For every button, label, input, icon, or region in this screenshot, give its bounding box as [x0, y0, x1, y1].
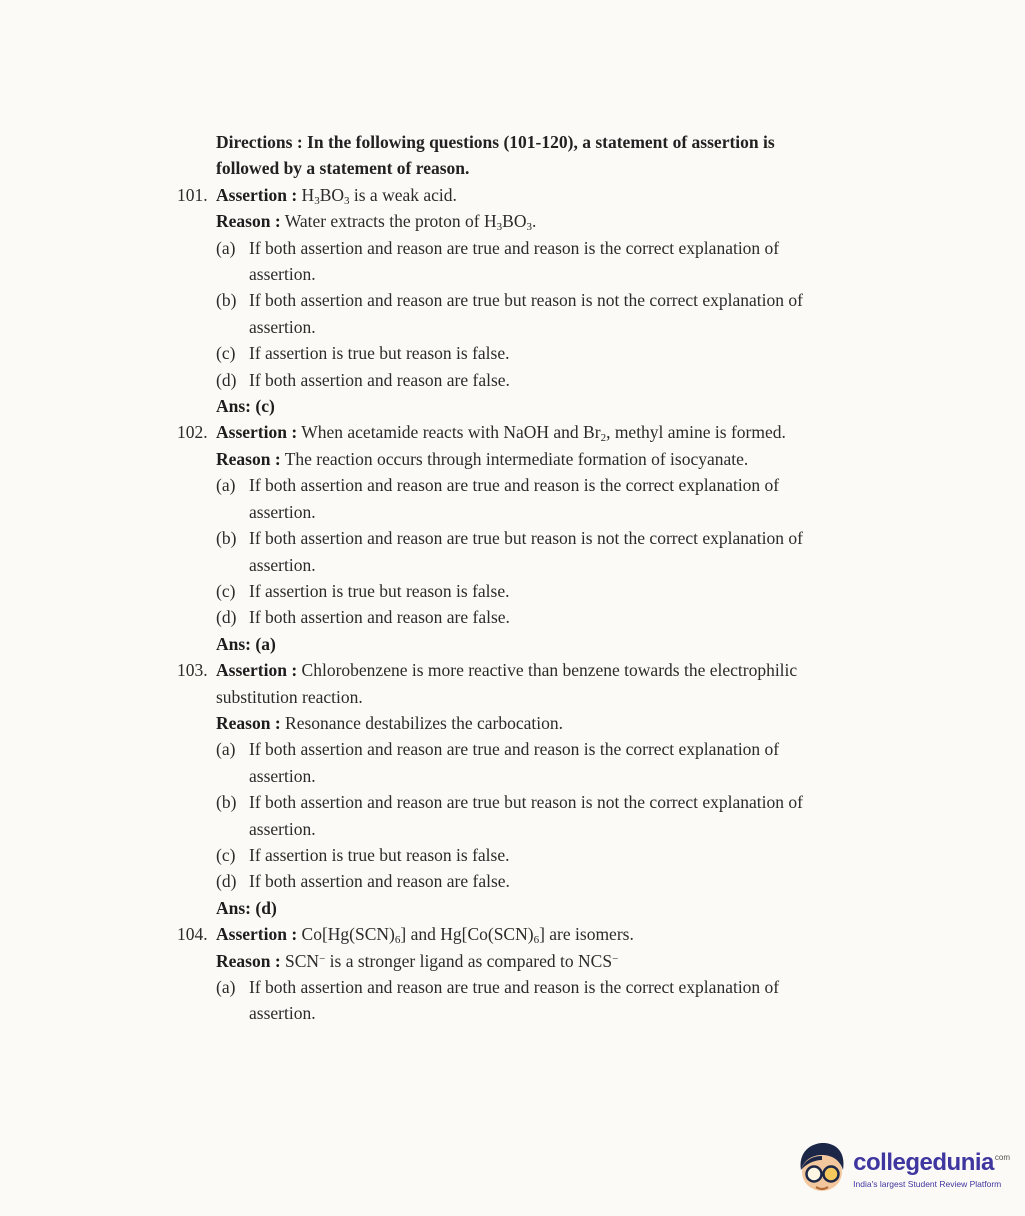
option-b: [216, 789, 841, 842]
question-104: [177, 921, 841, 1027]
option-text: If both assertion and reason are true and reason is the correct explanation of assertion.: [249, 739, 780, 786]
question-paper-content: [177, 129, 841, 1027]
collegedunia-mascot-icon: [796, 1142, 848, 1196]
assertion-line: [216, 419, 812, 445]
question-103: [177, 657, 841, 921]
question-number: 102.: [177, 422, 208, 443]
reason-label: Reason :: [216, 448, 281, 469]
collegedunia-logo: [796, 1142, 1010, 1196]
reason-line: [216, 948, 812, 974]
option-letter: (a): [216, 739, 236, 760]
directions-text: Directions : In the following questions (101-120), a statement of assertion is followed by a statement of reason.: [216, 132, 775, 179]
option-b: [216, 287, 841, 340]
option-d: [216, 604, 841, 630]
answer-line: Ans: (c): [216, 396, 275, 417]
answer-line: Ans: (d): [216, 897, 277, 918]
assertion-text: When acetamide reacts with NaOH and $Br_2$, methyl amine is formed.: [301, 422, 786, 445]
assertion-line: [216, 657, 812, 710]
question-102: [177, 419, 841, 657]
option-text: If both assertion and reason are true and reason is the correct explanation of assertion.: [249, 977, 780, 1024]
assertion-text: Chlorobenzene is more reactive than benzene towards the electrophilic substitution reaction.: [216, 660, 798, 707]
option-c: [216, 340, 841, 366]
option-text: If both assertion and reason are true but reason is not the correct explanation of assertion.: [249, 290, 803, 337]
question-101: [177, 182, 841, 420]
assertion-text: $H_3BO_3$ is a weak acid.: [301, 184, 457, 207]
collegedunia-brand-suffix: com: [994, 1153, 1010, 1162]
collegedunia-brand-text: collegedunia: [853, 1149, 994, 1176]
option-text: If both assertion and reason are true and reason is the correct explanation of assertion.: [249, 237, 780, 285]
assertion-line: [216, 182, 812, 208]
option-letter: (d): [216, 607, 237, 628]
assertion-label: Assertion :: [216, 924, 298, 945]
option-letter: (a): [216, 977, 236, 997]
reason-text: Water extracts the proton of $H_3BO_3$.: [284, 211, 537, 234]
assertion-label: Assertion :: [216, 184, 298, 205]
option-text: If both assertion and reason are true and reason is the correct explanation of assertion.: [249, 475, 780, 522]
option-a: [216, 736, 841, 789]
question-number: 101.: [177, 184, 208, 205]
assertion-text: $Co[Hg(SCN)_6]$ and $Hg[Co(SCN)_6]$ are isomers.: [301, 924, 634, 947]
option-text: If both assertion and reason are true but reason is not the correct explanation of assertion.: [249, 528, 803, 575]
option-letter: (c): [216, 580, 236, 601]
option-letter: (c): [216, 844, 236, 865]
option-c: [216, 578, 841, 604]
reason-line: [216, 446, 812, 472]
option-letter: (c): [216, 343, 236, 364]
reason-label: Reason :: [216, 950, 281, 971]
assertion-label: Assertion :: [216, 422, 298, 443]
question-number: 104.: [177, 924, 208, 945]
option-text: If assertion is true but reason is false.: [249, 580, 510, 601]
option-text: If assertion is true but reason is false.: [249, 844, 510, 865]
option-d: [216, 868, 841, 894]
option-letter: (a): [216, 237, 236, 258]
reason-label: Reason :: [216, 712, 281, 733]
answer-line: Ans: (a): [216, 633, 276, 654]
reason-line: [216, 208, 812, 234]
option-text: If both assertion and reason are false.: [249, 369, 510, 390]
option-letter: (a): [216, 475, 236, 496]
assertion-line: [216, 921, 812, 947]
option-letter: (b): [216, 528, 237, 549]
option-text: If assertion is true but reason is false.: [249, 343, 510, 364]
reason-text: SCN− is a stronger ligand as compared to NCS−: [285, 950, 619, 971]
option-a: [216, 235, 841, 288]
option-text: If both assertion and reason are true but reason is not the correct explanation of assertion.: [249, 792, 803, 839]
reason-text: The reaction occurs through intermediate formation of isocyanate.: [284, 448, 749, 469]
reason-line: [216, 710, 812, 736]
option-letter: (b): [216, 290, 237, 311]
reason-text: Resonance destabilizes the carbocation.: [285, 712, 563, 733]
question-number: 103.: [177, 660, 208, 681]
option-text: If both assertion and reason are false.: [249, 607, 510, 628]
option-d: [216, 367, 841, 393]
option-letter: (d): [216, 369, 237, 390]
option-a: [216, 472, 841, 525]
assertion-label: Assertion :: [216, 660, 298, 681]
option-letter: (b): [216, 792, 237, 813]
option-b: [216, 525, 841, 578]
option-text: If both assertion and reason are false.: [249, 871, 510, 892]
collegedunia-tagline: India's largest Student Review Platform: [853, 1179, 1002, 1189]
option-letter: (d): [216, 871, 237, 892]
reason-label: Reason :: [216, 211, 281, 232]
option-a: [216, 974, 841, 1027]
option-c: [216, 842, 841, 868]
